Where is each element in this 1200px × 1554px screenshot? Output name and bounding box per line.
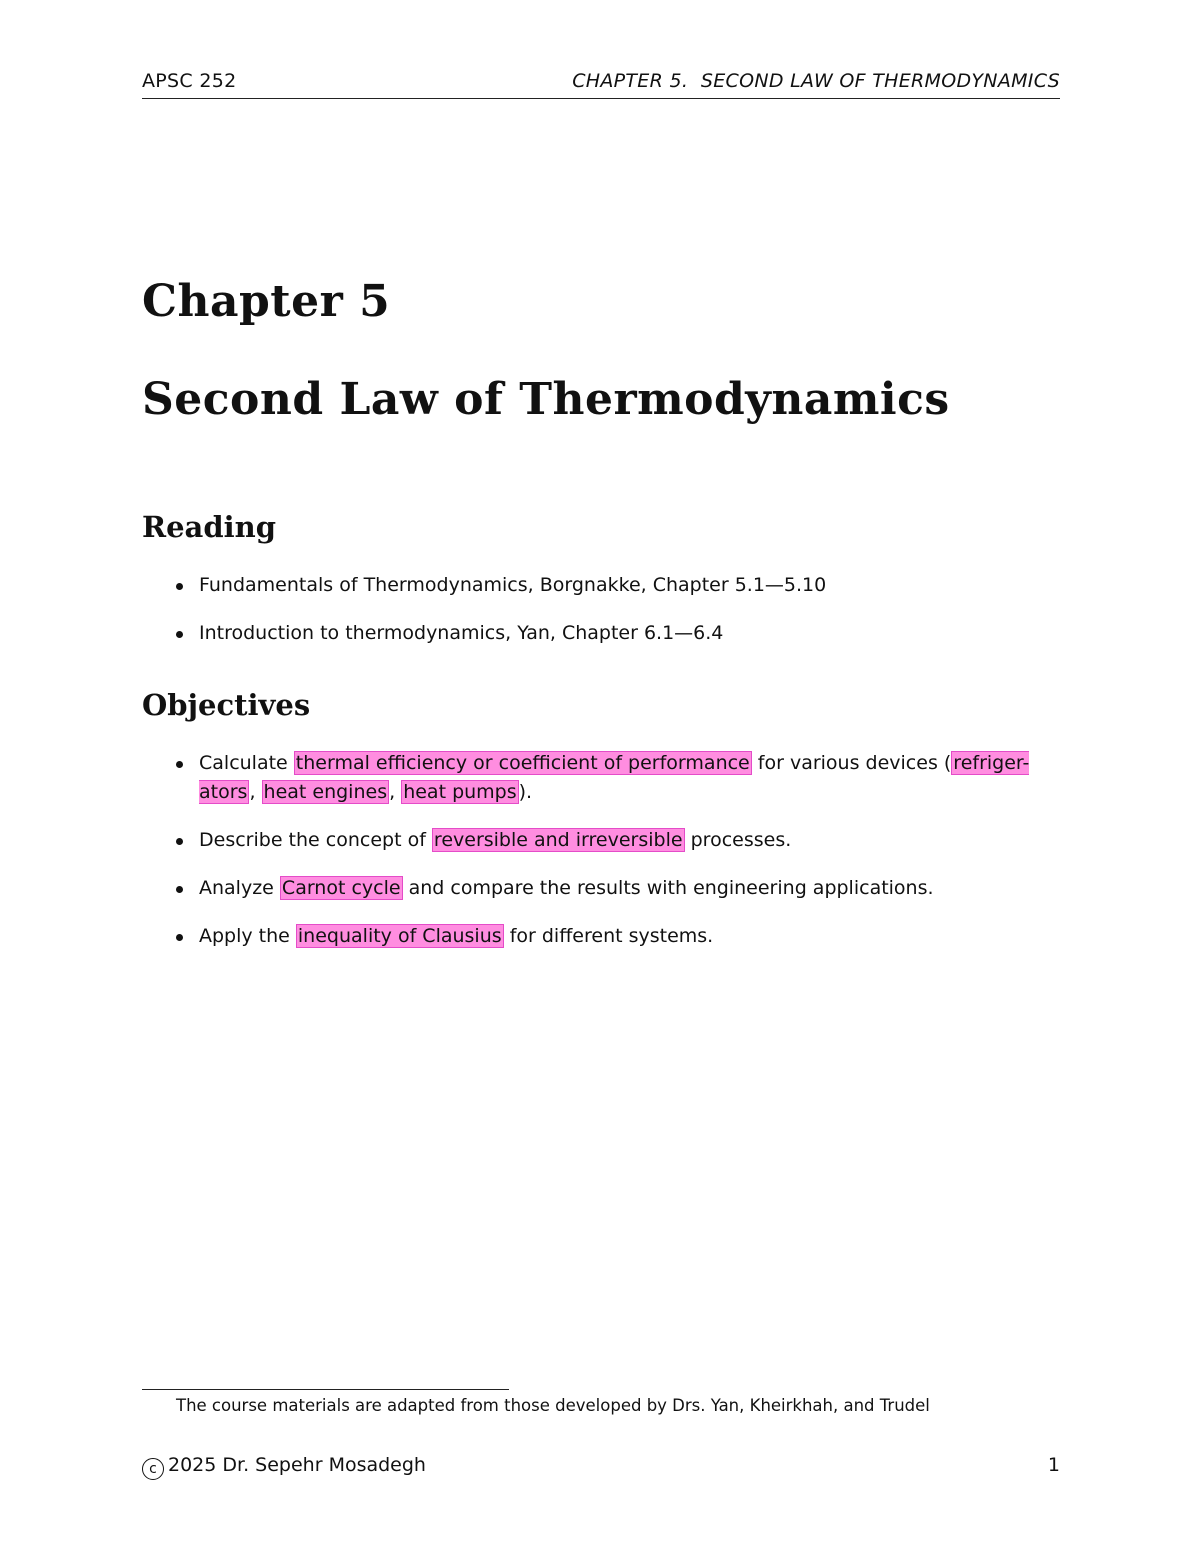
chapter-title: Second Law of Thermodynamics	[142, 374, 950, 425]
course-code: APSC 252	[142, 70, 237, 92]
highlighted-term: thermal efficiency or coefficient of performance	[295, 752, 750, 774]
list-item	[176, 749, 1060, 807]
objective-text: ).	[518, 781, 533, 803]
objective-text: Apply the	[199, 925, 296, 947]
highlighted-term: inequality of Clausius	[297, 925, 502, 947]
footnote: The course materials are adapted from those developed by Drs. Yan, Kheirkhah, and Trudel	[176, 1396, 930, 1415]
copyright-line	[142, 1454, 426, 1480]
list-item	[176, 922, 1060, 951]
bullet-icon	[176, 886, 183, 893]
highlighted-term: heat engines	[263, 781, 388, 803]
footnote-rule	[142, 1389, 509, 1390]
objective-text: ,	[389, 781, 402, 803]
list-item	[176, 874, 1060, 903]
bullet-icon	[176, 934, 183, 941]
objective-text: processes.	[684, 829, 792, 851]
objective-text: ,	[249, 781, 262, 803]
highlighted-term: refriger-ators	[199, 752, 1030, 803]
page-footer	[142, 1454, 1060, 1480]
running-header	[142, 70, 1060, 99]
bullet-icon	[176, 631, 183, 638]
bullet-icon	[176, 583, 183, 590]
bullet-icon	[176, 761, 183, 768]
objective-text: for various devices (	[751, 752, 952, 774]
author-name: 2025 Dr. Sepehr Mosadegh	[168, 1454, 426, 1476]
objective-text: and compare the results with engineering applications.	[402, 877, 934, 899]
objectives-heading: Objectives	[142, 688, 311, 722]
copyright-icon: c	[142, 1458, 164, 1480]
objective-text: Describe the concept of	[199, 829, 432, 851]
chapter-number: Chapter 5	[142, 276, 391, 327]
list-item	[176, 571, 1060, 600]
objective-text: for different systems.	[503, 925, 714, 947]
bullet-icon	[176, 838, 183, 845]
reading-item-text: Introduction to thermodynamics, Yan, Chapter 6.1—6.4	[199, 622, 724, 644]
reading-heading: Reading	[142, 510, 276, 544]
objectives-list	[176, 749, 1060, 970]
reading-item-text: Fundamentals of Thermodynamics, Borgnakke, Chapter 5.1—5.10	[199, 574, 827, 596]
list-item	[176, 619, 1060, 648]
highlighted-term: Carnot cycle	[281, 877, 401, 899]
running-chapter-title: CHAPTER 5. SECOND LAW OF THERMODYNAMICS	[572, 70, 1060, 92]
objective-text: Calculate	[199, 752, 294, 774]
list-item	[176, 826, 1060, 855]
page-number: 1	[1047, 1454, 1060, 1476]
highlighted-term: reversible and irreversible	[433, 829, 683, 851]
highlighted-term: heat pumps	[403, 781, 517, 803]
objective-text: Analyze	[199, 877, 280, 899]
reading-list	[176, 571, 1060, 667]
